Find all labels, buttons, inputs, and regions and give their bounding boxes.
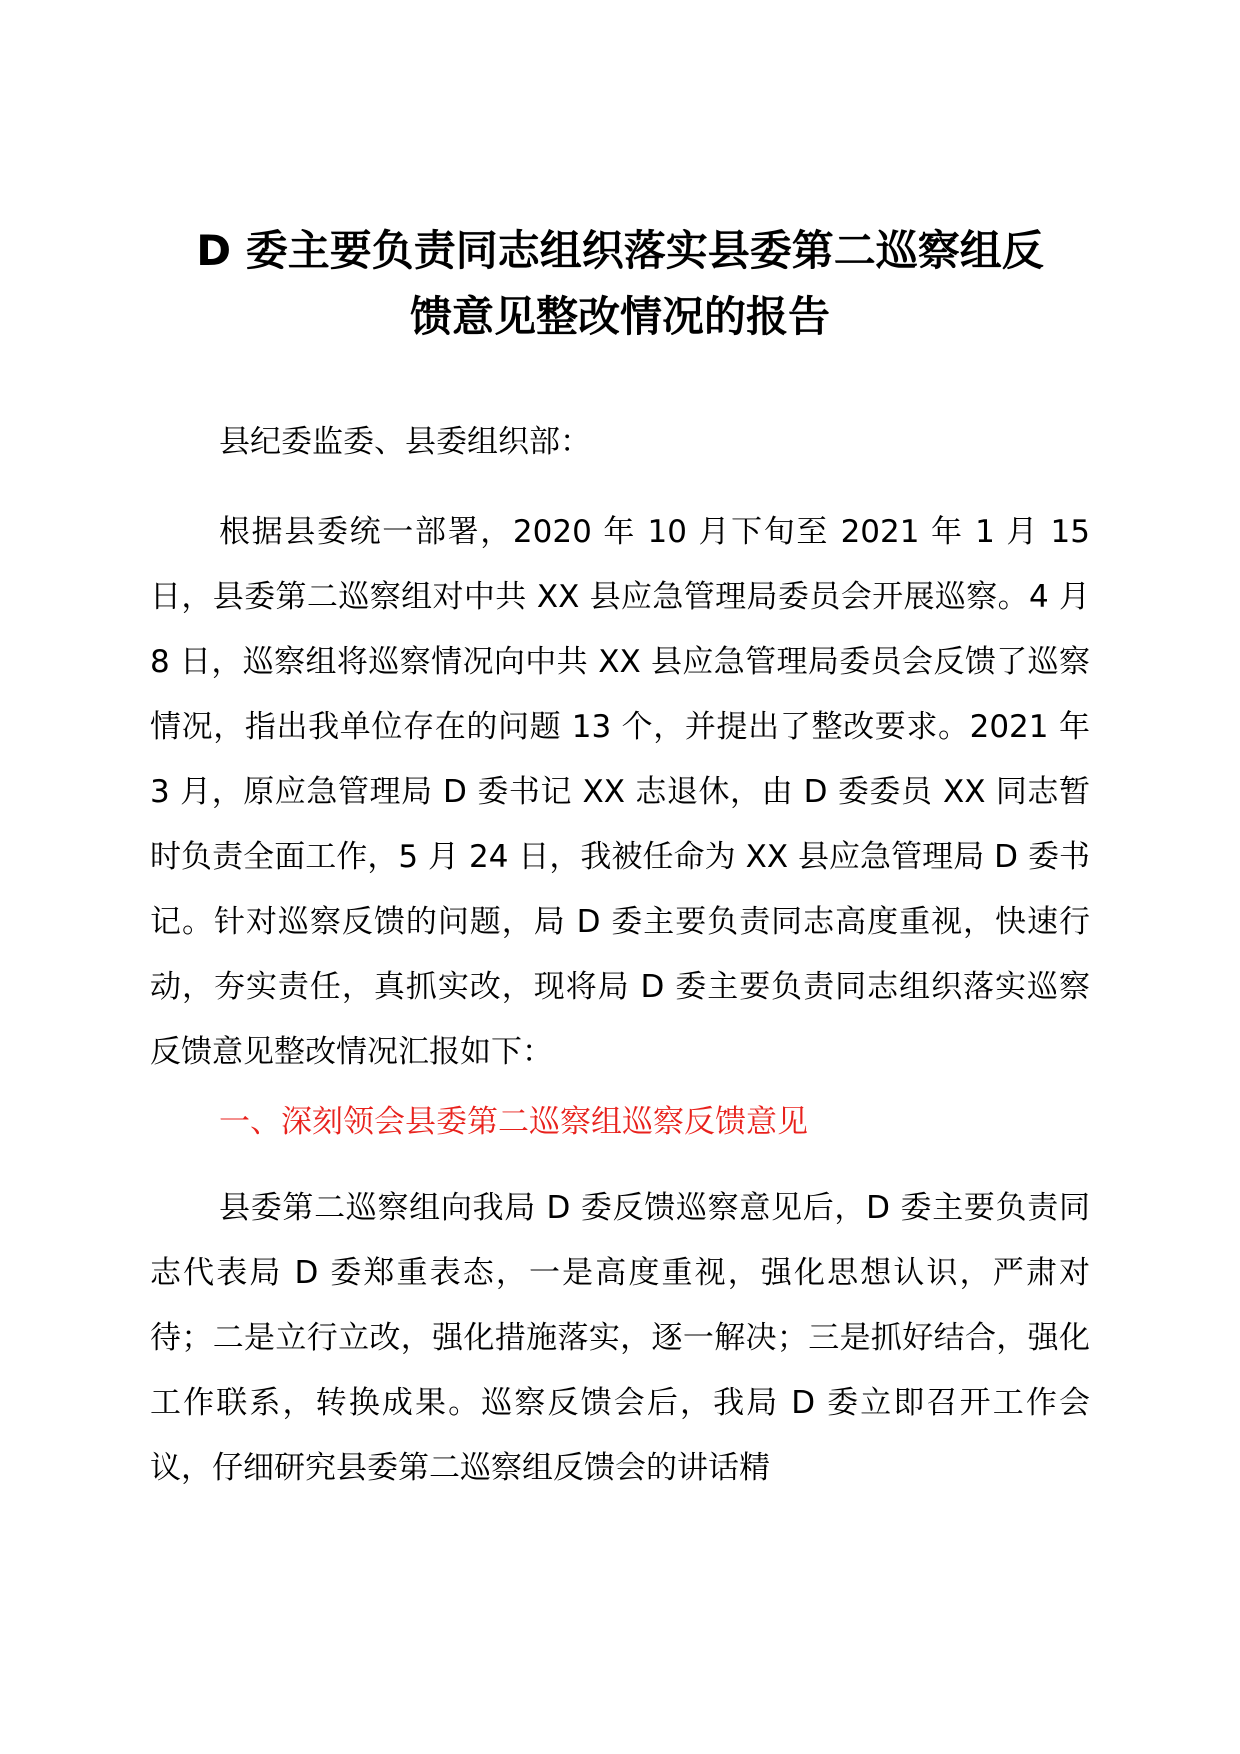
body-paragraph-1: 根据县委统一部署，2020 年 10 月下旬至 2021 年 1 月 15 日，县委第二巡察组对中共 XX 县应急管理局委员会开展巡察。4 月 8 日，巡察组将巡察情况向中共 XX 县应急管理局委员会反馈了巡察情况，指出我单位存在的问题 13 个，并提出了整改要求。2021 年 3 月，原应急管理局 D 委书记 XX 志退休，由 D 委委员 XX 同志暂时负责全面工作，5 月 24 日，我被任命为 XX 县应急管理局 D 委书记。针对巡察反馈的问题，局 D 委主要负责同志高度重视，快速行动，夯实责任，真抓实改，现将局 D 委主要负责同志组织落实巡察反馈意见整改情况汇报如下： [150,514,1090,1070]
document-title [150,218,1090,350]
section-heading-1: 一、深刻领会县委第二巡察组巡察反馈意见 [219,1104,808,1140]
salutation: 县纪委监委、县委组织部： [219,424,591,460]
body-paragraph-2: 县委第二巡察组向我局 D 委反馈巡察意见后，D 委主要负责同志代表局 D 委郑重表态，一是高度重视，强化思想认识，严肃对待；二是立行立改，强化措施落实，逐一解决；三是抓好结合，强化工作联系，转换成果。巡察反馈会后，我局 D 委立即召开工作会议，仔细研究县委第二巡察组反馈会的讲话精 [150,1190,1090,1486]
document-title-line-2: 馈意见整改情况的报告 [409,292,830,341]
document-title-line-1: D 委主要负责同志组织落实县委第二巡察组反 [196,226,1044,275]
